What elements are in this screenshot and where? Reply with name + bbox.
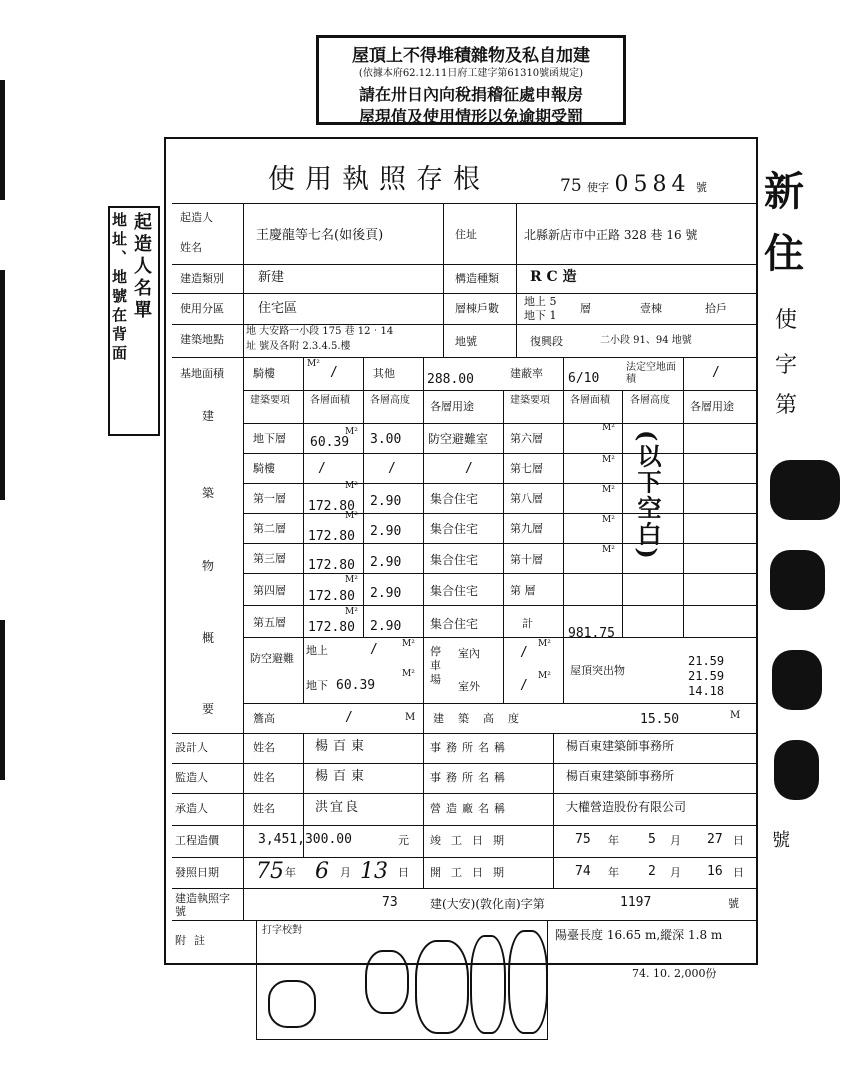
structure-type: R C 造	[530, 269, 577, 285]
coverage-value: 6/10	[568, 371, 600, 386]
floor-label: 第三層	[253, 552, 286, 565]
approval-seal	[415, 940, 469, 1034]
unit-mark: M²	[345, 481, 358, 491]
building-permit-year: 73	[382, 895, 398, 910]
supervisor-name-label: 姓名	[253, 771, 275, 784]
rule	[363, 357, 364, 637]
parking-outdoor-label: 室外	[458, 680, 480, 693]
approval-seal	[268, 980, 316, 1028]
floor-use: 集合住宅	[430, 617, 479, 631]
rule	[172, 857, 758, 858]
floor-area: 172.80	[308, 499, 355, 514]
designer-label: 設計人	[175, 741, 208, 754]
site-line-1: 地 大安路一小段 175 巷 12‧14	[246, 326, 394, 337]
lot-value: 二小段 91、94 地號	[600, 335, 692, 346]
rule	[553, 733, 554, 888]
floor-use: 集合住宅	[430, 584, 479, 598]
owner-label-a: 起造人	[180, 211, 213, 224]
rule	[443, 203, 444, 357]
rule	[243, 390, 758, 391]
arcade-label: 騎樓	[253, 367, 275, 380]
floor-use: /	[465, 461, 473, 476]
permit-suffix: 號	[695, 181, 707, 194]
floor-area: 172.80	[308, 558, 355, 573]
unit-mark: M²	[602, 515, 615, 525]
building-permit-label: 建造執照字號	[175, 892, 230, 918]
owner-address: 北縣新店市中正路 328 巷 16 號	[524, 228, 698, 242]
issue-month: 6	[315, 859, 329, 884]
area-unit: M²	[307, 359, 320, 369]
year-unit: 年	[608, 834, 619, 847]
designer-firm-label: 事務所名稱	[430, 741, 510, 754]
shelter-above-value: /	[370, 642, 378, 657]
stamp-line-1: 屋頂上不得堆積雜物及私自加建	[352, 46, 590, 66]
legal-open-value: /	[712, 365, 720, 380]
eave-unit: M	[405, 712, 416, 723]
rule	[423, 357, 424, 733]
floors-above: 地上 5	[524, 295, 557, 308]
header-height-right: 各層高度	[630, 395, 670, 406]
month-unit: 月	[340, 866, 351, 879]
scan-edge-mark	[0, 620, 5, 780]
legal-open-label: 法定空地面積	[626, 362, 676, 385]
contractor-name: 洪宜良	[315, 800, 361, 815]
unit-mark: M²	[602, 485, 615, 495]
roof-value-3: 14.18	[688, 684, 725, 698]
side-note-col-2: 地址、地號在背面	[110, 212, 128, 364]
rule	[172, 763, 758, 764]
unit-mark: M²	[602, 423, 615, 433]
year-unit: 年	[285, 866, 296, 879]
approval-seal	[508, 930, 548, 1034]
permit-serial: 0584	[614, 172, 691, 197]
completion-month: 5	[648, 832, 656, 847]
owner-list-note	[108, 206, 160, 436]
right-fragment: 號	[772, 830, 790, 851]
floor-area: 60.39	[310, 435, 350, 450]
header-area-right: 各層面積	[570, 395, 610, 406]
permit-number	[560, 172, 707, 197]
zone-value: 住宅區	[258, 301, 298, 316]
header-use: 各層用途	[430, 400, 474, 413]
floor-use: 集合住宅	[430, 522, 479, 536]
building-permit-suffix: 號	[728, 897, 739, 910]
floor-area: 172.80	[308, 620, 355, 635]
issue-label: 發照日期	[175, 866, 219, 879]
other-value: 288.00	[427, 372, 474, 387]
unit-mark: M²	[345, 607, 358, 617]
header-item: 建築要項	[250, 395, 290, 406]
approval-seal	[365, 950, 409, 1014]
zone-label: 使用分區	[180, 302, 224, 315]
stamp-line-2: (依據本府62.12.11日府工建字第61310號函規定)	[358, 68, 584, 79]
floor-use: 集合住宅	[430, 553, 479, 567]
floor-label: 第五層	[253, 616, 286, 629]
right-floor-label: 第七層	[510, 462, 543, 475]
floor-height: 2.90	[370, 586, 402, 601]
building-height-unit: M	[730, 710, 741, 721]
floor-use: 集合住宅	[430, 492, 479, 506]
designer-name: 楊百東	[315, 739, 370, 754]
print-run: 74. 10. 2,000份	[632, 967, 717, 980]
contractor-label: 承造人	[175, 802, 208, 815]
rule	[172, 793, 758, 794]
unit-mark: M²	[538, 671, 551, 681]
axis-char: 建	[202, 409, 215, 423]
building-permit-no: 1197	[620, 895, 652, 910]
permit-prefix: 使字	[587, 181, 610, 194]
cost-unit: 元	[398, 834, 409, 847]
rule	[243, 703, 758, 704]
roof-label: 屋頂突出物	[570, 664, 625, 677]
unit-count: 拾戶	[705, 302, 727, 315]
floor-label: 第一層	[253, 492, 286, 505]
typist-label: 打字校對	[262, 925, 302, 936]
building-height-value: 15.50	[640, 712, 680, 727]
start-year: 74	[575, 864, 591, 879]
arcade-value: /	[330, 365, 338, 380]
rule	[243, 637, 758, 638]
floors-below: 地下 1	[524, 309, 557, 322]
axis-char: 要	[202, 702, 215, 716]
floor-label: 地下層	[253, 432, 286, 445]
contractor-name-label: 姓名	[253, 802, 275, 815]
side-note-col-1: 起造人名單	[131, 212, 152, 322]
start-day: 16	[707, 864, 723, 879]
floor-height: 2.90	[370, 494, 402, 509]
rule	[516, 203, 517, 357]
site-area-label: 基地面積	[180, 367, 224, 380]
rule	[172, 825, 758, 826]
right-fragment: 新	[764, 168, 804, 215]
parking-indoor-value: /	[520, 645, 528, 660]
unit-mark: M²	[402, 669, 415, 679]
unit-mark: M²	[345, 575, 358, 585]
floor-label: 騎樓	[253, 462, 275, 475]
header-item-right: 建築要項	[510, 395, 550, 406]
shelter-below-value: 60.39	[336, 678, 376, 693]
rule	[243, 605, 758, 606]
owner-address-label: 住址	[455, 228, 477, 241]
parking-label: 停車場	[430, 645, 441, 686]
ink-blot	[770, 550, 825, 610]
permit-year: 75	[560, 176, 582, 196]
rule	[243, 423, 758, 424]
year-unit: 年	[608, 866, 619, 879]
day-unit: 日	[733, 866, 744, 879]
right-floor-label: 第八層	[510, 492, 543, 505]
floor-height: 3.00	[370, 432, 402, 447]
rule	[563, 357, 564, 703]
right-fragment: 使	[775, 308, 798, 333]
remarks-label: 附註	[175, 934, 213, 947]
designer-firm: 楊百東建築師事務所	[566, 739, 675, 753]
contractor-firm-label: 營造廠名稱	[430, 802, 510, 815]
form-title: 使用執照存根	[268, 164, 490, 195]
structure-label: 構造種類	[455, 272, 499, 285]
right-fragment: 第	[775, 393, 798, 418]
supervisor-firm: 楊百東建築師事務所	[566, 769, 675, 783]
completion-day: 27	[707, 832, 723, 847]
rule	[172, 888, 758, 889]
lot-label: 地號	[455, 335, 477, 348]
rule	[243, 483, 758, 484]
ink-blot	[770, 460, 840, 520]
floor-use: 防空避難室	[428, 432, 489, 446]
other-label: 其他	[373, 367, 395, 380]
rule	[172, 733, 758, 734]
roof-value-2: 21.59	[688, 669, 725, 683]
floor-area: /	[318, 461, 326, 476]
roof-value-1: 21.59	[688, 654, 725, 668]
right-floor-label: 第六層	[510, 432, 543, 445]
rule	[172, 357, 758, 358]
rule	[172, 203, 758, 204]
completion-label: 竣工日期	[430, 834, 514, 847]
total-area: 981.75	[568, 626, 615, 641]
site-line-2: 址 號及各附 2.3.4.5.樓	[246, 341, 351, 352]
regulation-stamp	[316, 35, 626, 125]
month-unit: 月	[670, 866, 681, 879]
header-area: 各層面積	[310, 395, 350, 406]
issue-day: 13	[360, 859, 388, 884]
lot-prefix: 復興段	[530, 335, 563, 348]
site-label: 建築地點	[180, 333, 224, 346]
scan-edge-mark	[0, 270, 5, 500]
building-count: 壹棟	[640, 302, 662, 315]
rule	[303, 357, 304, 703]
day-unit: 日	[398, 866, 409, 879]
supervisor-label: 監造人	[175, 771, 208, 784]
parking-indoor-label: 室內	[458, 647, 480, 660]
right-fragment: 字	[775, 353, 798, 378]
shelter-above-label: 地上	[306, 644, 328, 657]
coverage-label: 建蔽率	[510, 367, 543, 380]
blank-note: (以下空白)	[633, 430, 662, 561]
cost-value: 3,451,300.00	[258, 832, 352, 847]
rule	[172, 293, 758, 294]
eave-value: /	[345, 710, 353, 725]
floor-height: /	[388, 461, 396, 476]
month-unit: 月	[670, 834, 681, 847]
axis-char: 物	[202, 559, 215, 573]
rule	[683, 357, 684, 637]
designer-name-label: 姓名	[253, 741, 275, 754]
scan-edge-mark	[0, 80, 5, 200]
rule	[243, 573, 758, 574]
rule	[423, 733, 424, 888]
shelter-below-label: 地下	[306, 679, 328, 692]
rule	[503, 390, 504, 703]
floor-area: 172.80	[308, 529, 355, 544]
stamp-line-4: 屋現值及使用情形以免逾期受罰	[358, 107, 583, 126]
ink-blot	[772, 650, 822, 710]
building-permit-text: 建(大安)(敦化南)字第	[430, 897, 545, 911]
rule	[172, 264, 758, 265]
unit-mark: M²	[538, 639, 551, 649]
approval-seal	[470, 935, 506, 1034]
rule	[243, 203, 244, 920]
axis-char: 概	[202, 631, 215, 645]
header-height: 各層高度	[370, 395, 410, 406]
axis-char: 築	[202, 486, 215, 500]
start-month: 2	[648, 864, 656, 879]
unit-mark: M²	[345, 511, 358, 521]
issue-year: 75	[256, 859, 284, 884]
floor-area: 172.80	[308, 589, 355, 604]
right-floor-label: 第九層	[510, 522, 543, 535]
start-label: 開工日期	[430, 866, 514, 879]
remarks-note: 陽臺長度 16.65 m,縱深 1.8 m	[555, 928, 723, 942]
floors-mid: 層	[580, 302, 591, 315]
right-floor-label: 第十層	[510, 553, 543, 566]
right-floor-label: 第 層	[510, 584, 536, 597]
floor-label: 第二層	[253, 522, 286, 535]
construction-type-label: 建造類別	[180, 272, 224, 285]
contractor-firm: 大權營造股份有限公司	[566, 800, 687, 814]
floor-label: 第四層	[253, 584, 286, 597]
cost-label: 工程造價	[175, 834, 219, 847]
completion-year: 75	[575, 832, 591, 847]
unit-mark: M²	[602, 455, 615, 465]
floors-label: 層棟戶數	[455, 302, 499, 315]
floor-height: 2.90	[370, 619, 402, 634]
unit-mark: M²	[402, 639, 415, 649]
parking-outdoor-value: /	[520, 678, 528, 693]
right-fragment: 住	[764, 230, 804, 277]
total-label: 計	[522, 617, 533, 630]
supervisor-firm-label: 事務所名稱	[430, 771, 510, 784]
rule	[243, 453, 758, 454]
rule	[622, 390, 623, 637]
stamp-line-3: 請在卅日內向稅捐稽征處申報房	[358, 85, 583, 104]
floor-height: 2.90	[370, 524, 402, 539]
ink-blot	[774, 740, 819, 800]
header-use-right: 各層用途	[690, 400, 734, 413]
shelter-label: 防空避難	[250, 652, 294, 665]
building-height-label: 建築高度	[433, 712, 533, 725]
day-unit: 日	[733, 834, 744, 847]
unit-mark: M²	[602, 545, 615, 555]
supervisor-name: 楊百東	[315, 769, 370, 784]
owner-label-b: 姓名	[180, 241, 202, 254]
owner-name: 王慶龍等七名(如後頁)	[256, 228, 384, 243]
eave-label: 簷高	[253, 712, 275, 725]
unit-mark: M²	[345, 427, 358, 437]
rule	[172, 324, 758, 325]
floor-height: 2.90	[370, 555, 402, 570]
construction-type: 新建	[258, 270, 285, 285]
